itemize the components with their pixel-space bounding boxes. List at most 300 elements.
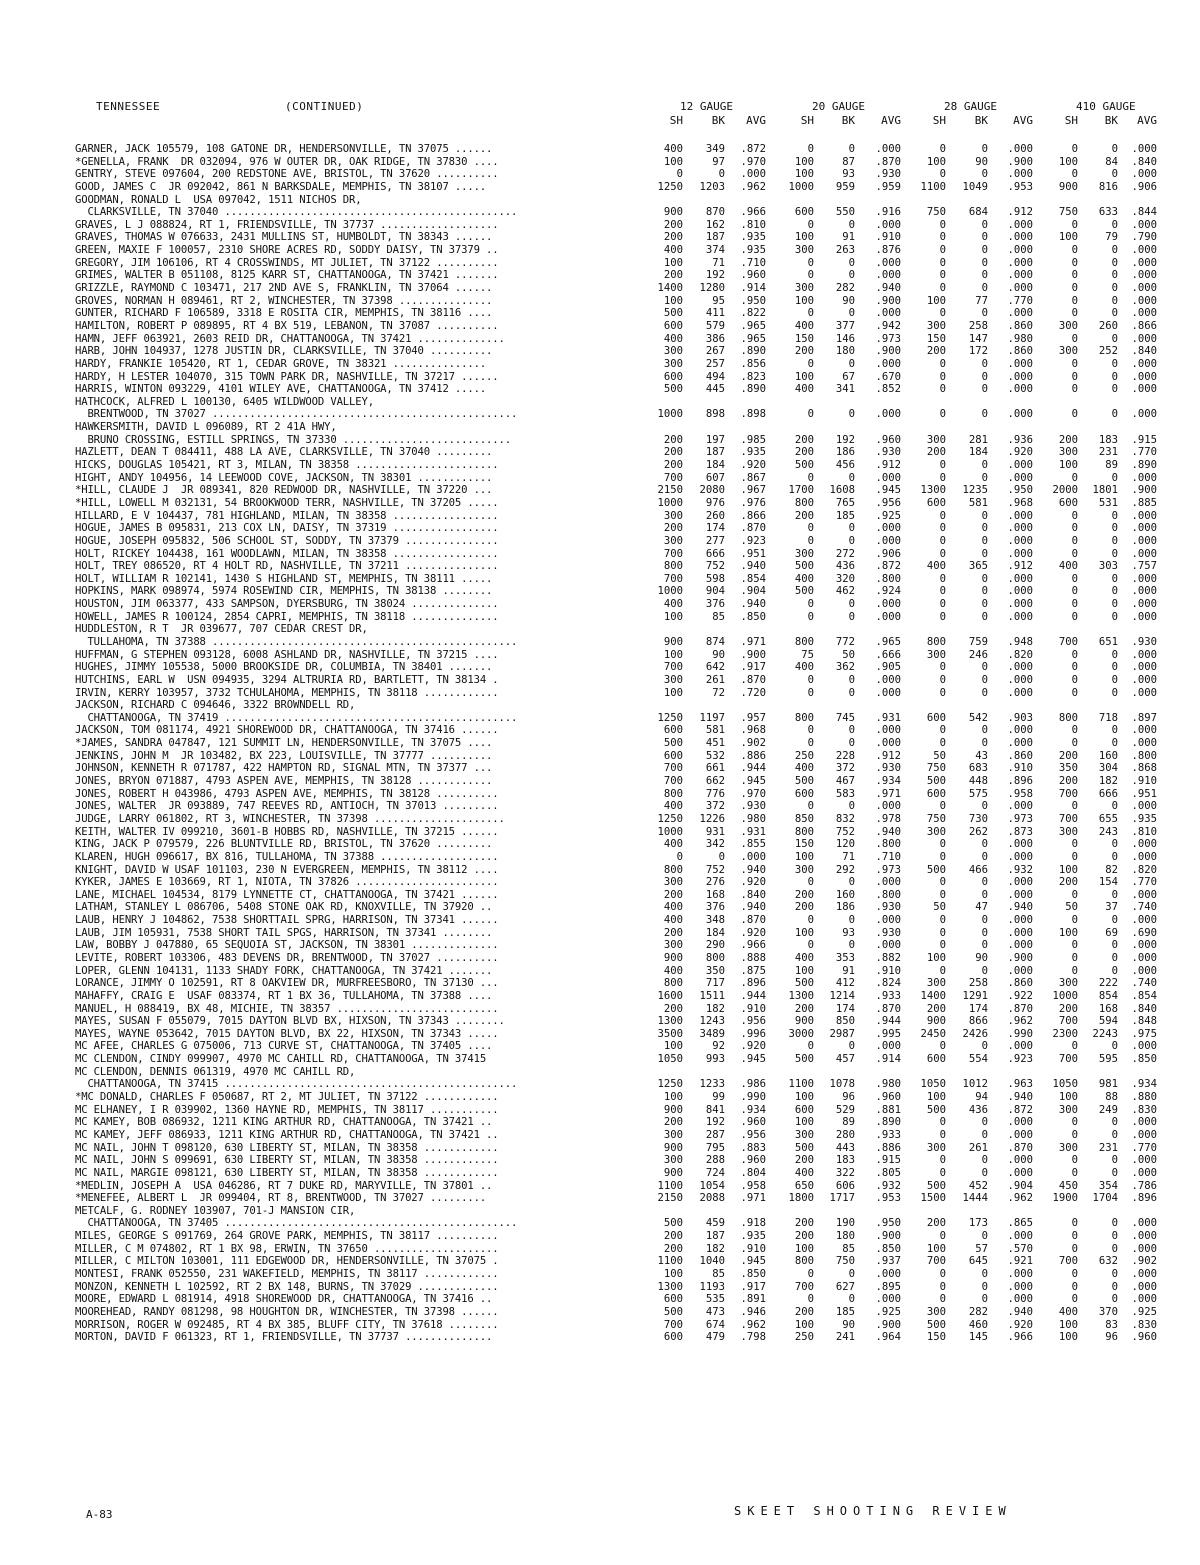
table-row <box>75 1281 1185 1294</box>
shooter-entry: MANUEL, H 088419, BX 48, MICHIE, TN 38357 .......................... <box>75 1002 499 1015</box>
score-cell: 532 <box>705 749 725 762</box>
score-cell: 0 <box>1071 914 1078 927</box>
score-cell: 0 <box>939 143 946 155</box>
table-row <box>75 1217 1185 1230</box>
score-cell: 184 <box>705 926 725 939</box>
score-cell: .670 <box>875 370 901 383</box>
score-cell: .930 <box>1131 635 1157 648</box>
column-header: BK <box>711 114 725 127</box>
score-cell: 300 <box>663 876 683 889</box>
column-header: BK <box>841 114 855 127</box>
score-cell: .000 <box>1131 661 1157 674</box>
table-row <box>75 320 1185 333</box>
score-cell: 85 <box>712 610 725 623</box>
score-cell: 594 <box>1098 1015 1118 1028</box>
score-cell: 100 <box>1058 863 1078 876</box>
shooter-entry: *HILL, CLAUDE J JR 089341, 820 REDWOOD DR, NASHVILLE, TN 37220 ... <box>75 484 493 497</box>
score-cell: .922 <box>1007 989 1033 1002</box>
score-cell: 800 <box>663 977 683 990</box>
score-cell: 85 <box>842 1242 855 1255</box>
score-cell: 0 <box>1071 218 1078 231</box>
score-cell: 0 <box>1071 294 1078 307</box>
score-cell: 457 <box>835 1053 855 1066</box>
score-cell: 353 <box>835 952 855 964</box>
score-cell: 0 <box>848 1268 855 1281</box>
table-row <box>75 522 1185 535</box>
score-cell: 95 <box>712 294 725 307</box>
score-cell: 0 <box>807 686 814 699</box>
score-cell: 200 <box>1058 1002 1078 1015</box>
score-cell: 0 <box>939 888 946 901</box>
score-cell: 0 <box>981 939 988 952</box>
table-row <box>75 990 1185 1003</box>
score-cell: .910 <box>1007 762 1033 775</box>
score-cell: .000 <box>1007 256 1033 269</box>
score-cell: 258 <box>968 977 988 990</box>
score-cell: 651 <box>1098 635 1118 648</box>
score-cell: 0 <box>1071 143 1078 155</box>
shooter-entry: HOLT, RICKEY 104438, 161 WOODLAWN, MILAN, TN 38358 ................. <box>75 547 499 560</box>
score-cell: 192 <box>705 269 725 282</box>
score-cell: .965 <box>875 635 901 648</box>
score-cell: 0 <box>1111 888 1118 901</box>
score-cell: .000 <box>1007 661 1033 674</box>
score-cell: 0 <box>1111 370 1118 383</box>
score-cell: .875 <box>740 964 766 977</box>
score-cell: .910 <box>740 1242 766 1255</box>
score-cell: .900 <box>875 1230 901 1243</box>
score-cell: 0 <box>939 370 946 383</box>
score-cell: 200 <box>794 1230 814 1243</box>
score-cell: 750 <box>1058 206 1078 219</box>
score-cell: .950 <box>875 1217 901 1230</box>
score-cell: 0 <box>981 269 988 282</box>
score-cell: .855 <box>740 838 766 851</box>
score-cell: .885 <box>1131 496 1157 509</box>
score-cell: 452 <box>968 1179 988 1192</box>
shooter-entry: LAUB, JIM 105931, 7538 SHORT TAIL SPGS, HARRISON, TN 37341 ........ <box>75 926 493 939</box>
score-cell: 700 <box>1058 1053 1078 1066</box>
score-cell: 0 <box>1111 1128 1118 1141</box>
table-row <box>75 1331 1185 1344</box>
score-cell: .900 <box>1131 484 1157 497</box>
shooter-entry: HAWKERSMITH, DAVID L 096089, RT 2 41A HWY, <box>75 421 337 434</box>
score-cell: 1717 <box>829 1192 855 1205</box>
score-cell: 182 <box>705 1242 725 1255</box>
score-cell: .962 <box>1007 1192 1033 1205</box>
score-cell: 1000 <box>657 825 683 838</box>
table-row <box>75 573 1185 586</box>
score-cell: 0 <box>1111 952 1118 964</box>
score-cell: .000 <box>875 673 901 686</box>
score-cell: .960 <box>740 269 766 282</box>
shooter-entry: MC NAIL, JOHN T 098120, 630 LIBERTY ST, MILAN, TN 38358 ............ <box>75 1141 499 1154</box>
score-cell: 267 <box>705 345 725 358</box>
score-cell: .890 <box>875 1116 901 1129</box>
shooter-entry: GUNTER, RICHARD F 106589, 3318 E ROSITA CIR, MEMPHIS, TN 38116 .... <box>75 307 493 320</box>
score-cell: .915 <box>875 1154 901 1167</box>
score-cell: 900 <box>663 952 683 964</box>
score-cell: .902 <box>740 737 766 750</box>
score-cell: .951 <box>1131 787 1157 800</box>
score-cell: .932 <box>875 1179 901 1192</box>
table-row <box>75 1230 1185 1243</box>
shooter-entry: MILLER, C M 074802, RT 1 BX 98, ERWIN, TN 37650 .................... <box>75 1242 499 1255</box>
shooter-entry: MAYES, WAYNE 053642, 7015 DAYTON BLVD, BX 22, HIXSON, TN 37343 ..... <box>75 1027 499 1040</box>
score-cell: 87 <box>842 155 855 168</box>
score-cell: .900 <box>875 294 901 307</box>
score-cell: 50 <box>842 648 855 661</box>
score-cell: 0 <box>1071 244 1078 257</box>
score-cell: 0 <box>807 143 814 155</box>
shooter-entry: *MENEFEE, ALBERT L JR 099404, RT 8, BRENTWOOD, TN 37027 ......... <box>75 1192 487 1205</box>
score-cell: 300 <box>663 534 683 547</box>
score-cell: 2300 <box>1052 1027 1078 1040</box>
table-row <box>75 510 1185 523</box>
score-cell: .000 <box>1131 939 1157 952</box>
score-cell: 750 <box>926 206 946 219</box>
score-cell: 700 <box>1058 635 1078 648</box>
score-cell: 1500 <box>920 1192 946 1205</box>
shooter-entry: MC KAMEY, JEFF 086933, 1211 KING ARTHUR RD, CHATTANOOGA, TN 37421 .. <box>75 1128 499 1141</box>
score-cell: 0 <box>939 256 946 269</box>
score-cell: .920 <box>1007 1318 1033 1331</box>
table-row <box>75 219 1185 232</box>
score-cell: 100 <box>663 1091 683 1104</box>
score-cell: 0 <box>939 661 946 674</box>
score-cell: 759 <box>968 635 988 648</box>
table-row <box>75 611 1185 624</box>
score-cell: 92 <box>712 1040 725 1053</box>
score-cell: .000 <box>1131 534 1157 547</box>
table-row <box>75 1180 1185 1193</box>
table-row <box>75 1028 1185 1041</box>
score-cell: 684 <box>968 206 988 219</box>
score-cell: 249 <box>1098 1103 1118 1116</box>
score-cell: 1704 <box>1092 1192 1118 1205</box>
score-cell: 1608 <box>829 484 855 497</box>
score-cell: 90 <box>975 155 988 168</box>
table-row <box>75 762 1185 775</box>
score-cell: 832 <box>835 812 855 825</box>
score-cell: .996 <box>740 1027 766 1040</box>
table-row <box>75 901 1185 914</box>
score-cell: .000 <box>1131 610 1157 623</box>
score-cell: 0 <box>981 244 988 257</box>
score-cell: 79 <box>1105 231 1118 244</box>
score-cell: 900 <box>663 1103 683 1116</box>
score-cell: 100 <box>794 231 814 244</box>
score-cell: .805 <box>875 1166 901 1179</box>
score-cell: 1050 <box>1052 1078 1078 1091</box>
score-cell: .850 <box>740 1268 766 1281</box>
score-cell: .900 <box>875 1318 901 1331</box>
table-row <box>75 408 1185 421</box>
table-row <box>75 383 1185 396</box>
score-cell: .905 <box>875 661 901 674</box>
score-cell: 100 <box>794 964 814 977</box>
score-cell: 683 <box>968 762 988 775</box>
table-row <box>75 497 1185 510</box>
score-cell: 0 <box>939 585 946 598</box>
score-cell: .870 <box>875 155 901 168</box>
score-cell: .990 <box>740 1091 766 1104</box>
score-cell: 581 <box>705 724 725 737</box>
score-cell: 350 <box>1058 762 1078 775</box>
score-cell: 300 <box>926 977 946 990</box>
score-cell: 200 <box>926 1217 946 1230</box>
score-cell: 200 <box>794 1217 814 1230</box>
score-cell: 90 <box>842 294 855 307</box>
score-cell: 100 <box>794 294 814 307</box>
score-cell: 372 <box>835 762 855 775</box>
score-cell: 0 <box>981 585 988 598</box>
score-cell: 300 <box>794 547 814 560</box>
table-row <box>75 1319 1185 1332</box>
score-cell: 700 <box>663 775 683 788</box>
score-cell: 0 <box>1111 610 1118 623</box>
score-cell: 0 <box>1111 724 1118 737</box>
score-cell: 258 <box>968 319 988 332</box>
score-cell: 377 <box>835 319 855 332</box>
score-cell: 262 <box>968 825 988 838</box>
score-cell: 0 <box>981 459 988 472</box>
score-cell: 277 <box>705 534 725 547</box>
score-cell: 448 <box>968 775 988 788</box>
score-cell: .950 <box>740 294 766 307</box>
score-cell: 71 <box>712 256 725 269</box>
score-cell: .886 <box>740 749 766 762</box>
score-cell: 0 <box>939 1040 946 1053</box>
shooter-entry: LEVITE, ROBERT 103306, 483 DEVENS DR, BRENTWOOD, TN 37027 .......... <box>75 952 499 964</box>
table-row <box>75 1015 1185 1028</box>
score-cell: 0 <box>981 522 988 535</box>
score-cell: 0 <box>981 383 988 396</box>
score-cell: .903 <box>1007 711 1033 724</box>
shooter-entry: BRUNO CROSSING, ESTILL SPRINGS, TN 37330 ........................... <box>75 433 511 446</box>
table-row <box>75 914 1185 927</box>
score-cell: .930 <box>875 901 901 914</box>
score-cell: .770 <box>1131 876 1157 889</box>
score-cell: .940 <box>1007 1305 1033 1318</box>
score-cell: .000 <box>1007 244 1033 257</box>
score-cell: .963 <box>1007 1078 1033 1091</box>
score-cell: .950 <box>1007 484 1033 497</box>
score-cell: 174 <box>705 522 725 535</box>
score-cell: 0 <box>981 370 988 383</box>
score-cell: 1400 <box>657 282 683 295</box>
score-cell: 400 <box>794 1166 814 1179</box>
score-cell: 745 <box>835 711 855 724</box>
score-cell: .935 <box>740 1230 766 1243</box>
publication-title: SKEET SHOOTING REVIEW <box>734 1504 1012 1518</box>
score-cell: .958 <box>1007 787 1033 800</box>
score-cell: 0 <box>807 256 814 269</box>
score-cell: 750 <box>926 762 946 775</box>
score-cell: .000 <box>1007 370 1033 383</box>
score-cell: 0 <box>1071 534 1078 547</box>
score-cell: 168 <box>705 888 725 901</box>
score-cell: .870 <box>740 914 766 927</box>
score-cell: 500 <box>794 585 814 598</box>
shooter-entry: HAMILTON, ROBERT P 089895, RT 4 BX 519, LEBANON, TN 37087 .......... <box>75 319 499 332</box>
score-cell: .891 <box>740 1293 766 1306</box>
score-cell: 0 <box>1071 1116 1078 1129</box>
score-cell: .852 <box>875 383 901 396</box>
score-cell: 0 <box>1071 357 1078 370</box>
score-cell: 0 <box>1071 256 1078 269</box>
table-row <box>75 952 1185 965</box>
score-cell: .900 <box>1007 155 1033 168</box>
score-cell: .000 <box>1007 459 1033 472</box>
table-row <box>75 168 1185 181</box>
score-cell: .000 <box>875 218 901 231</box>
score-cell: 400 <box>663 914 683 927</box>
score-cell: 100 <box>1058 459 1078 472</box>
table-row <box>75 826 1185 839</box>
score-cell: 772 <box>835 635 855 648</box>
score-cell: .956 <box>740 1015 766 1028</box>
score-cell: 600 <box>663 319 683 332</box>
gauge-heading: 20 GAUGE <box>812 100 865 113</box>
score-cell: .940 <box>875 282 901 295</box>
score-cell: .820 <box>1131 863 1157 876</box>
score-cell: .854 <box>740 572 766 585</box>
score-cell: 500 <box>663 737 683 750</box>
shooter-entry: HOUSTON, JIM 063377, 433 SAMPSON, DYERSBURG, TN 38024 .............. <box>75 598 499 611</box>
score-cell: .940 <box>1007 901 1033 914</box>
table-row <box>75 181 1185 194</box>
score-cell: .966 <box>740 939 766 952</box>
score-cell: 450 <box>1058 1179 1078 1192</box>
score-cell: .000 <box>1007 572 1033 585</box>
score-cell: .000 <box>1007 838 1033 851</box>
score-cell: .000 <box>1131 737 1157 750</box>
table-row <box>75 775 1185 788</box>
score-cell: 0 <box>1111 1242 1118 1255</box>
score-cell: 150 <box>794 838 814 851</box>
score-cell: 655 <box>1098 812 1118 825</box>
score-cell: 2426 <box>962 1027 988 1040</box>
score-cell: 0 <box>848 471 855 484</box>
score-cell: .898 <box>740 408 766 421</box>
score-cell: .895 <box>875 1280 901 1293</box>
score-cell: 0 <box>1071 964 1078 977</box>
score-cell: 0 <box>981 1280 988 1293</box>
score-cell: 0 <box>981 610 988 623</box>
shooter-entry: LANE, MICHAEL 104534, 8179 LYNNETTE CT, CHATTANOOGA, TN 37421 ...... <box>75 888 499 901</box>
score-cell: 0 <box>939 724 946 737</box>
state-heading: TENNESSEE <box>96 100 161 113</box>
score-cell: 200 <box>794 1305 814 1318</box>
table-row <box>75 636 1185 649</box>
score-cell: 650 <box>794 1179 814 1192</box>
table-row <box>75 194 1185 207</box>
table-row <box>75 649 1185 662</box>
score-cell: 150 <box>926 1331 946 1344</box>
score-cell: 0 <box>1071 800 1078 813</box>
score-cell: 200 <box>663 269 683 282</box>
score-cell: .810 <box>1131 825 1157 838</box>
score-cell: 1100 <box>657 1255 683 1268</box>
table-row <box>75 459 1185 472</box>
score-cell: 0 <box>1071 850 1078 863</box>
table-row <box>75 244 1185 257</box>
score-cell: 281 <box>968 433 988 446</box>
score-cell: 1000 <box>657 408 683 421</box>
score-cell: .945 <box>875 484 901 497</box>
score-cell: 300 <box>1058 345 1078 358</box>
shooter-entry: GARNER, JACK 105579, 108 GATONE DR, HENDERSONVILLE, TN 37075 ...... <box>75 143 493 155</box>
score-cell: 0 <box>848 522 855 535</box>
score-cell: .798 <box>740 1331 766 1344</box>
score-cell: 362 <box>835 661 855 674</box>
score-cell: 288 <box>705 1154 725 1167</box>
table-row <box>75 282 1185 295</box>
score-cell: 1511 <box>699 989 725 1002</box>
shooter-entry: JOHNSON, KENNETH R 071787, 422 HAMPTON RD, SIGNAL MTN, TN 37377 ... <box>75 762 493 775</box>
score-cell: .000 <box>1131 572 1157 585</box>
score-cell: .933 <box>875 989 901 1002</box>
score-cell: 800 <box>705 952 725 964</box>
score-cell: .906 <box>875 547 901 560</box>
score-cell: .820 <box>1007 648 1033 661</box>
score-cell: 222 <box>1098 977 1118 990</box>
score-cell: 795 <box>705 1141 725 1154</box>
score-cell: .975 <box>1131 1027 1157 1040</box>
score-cell: .757 <box>1131 560 1157 573</box>
score-cell: 57 <box>975 1242 988 1255</box>
score-cell: 0 <box>1071 471 1078 484</box>
table-row <box>75 1167 1185 1180</box>
score-cell: .000 <box>1007 926 1033 939</box>
score-cell: 1000 <box>657 585 683 598</box>
score-cell: 300 <box>926 433 946 446</box>
score-cell: 322 <box>835 1166 855 1179</box>
score-cell: .000 <box>1007 876 1033 889</box>
score-cell: 666 <box>1098 787 1118 800</box>
score-cell: .000 <box>875 534 901 547</box>
score-cell: .000 <box>1007 610 1033 623</box>
score-cell: 666 <box>705 547 725 560</box>
shooter-entry: *JAMES, SANDRA 047847, 121 SUMMIT LN, HENDERSONVILLE, TN 37075 .... <box>75 737 493 750</box>
score-cell: .000 <box>1131 1128 1157 1141</box>
score-cell: .860 <box>1007 977 1033 990</box>
score-cell: 200 <box>663 888 683 901</box>
score-cell: 47 <box>975 901 988 914</box>
score-cell: .870 <box>1007 1141 1033 1154</box>
score-cell: 500 <box>794 1053 814 1066</box>
score-cell: .000 <box>1007 673 1033 686</box>
score-cell: .000 <box>740 850 766 863</box>
score-cell: 300 <box>926 648 946 661</box>
score-cell: 2088 <box>699 1192 725 1205</box>
score-cell: 200 <box>663 1230 683 1243</box>
score-cell: 0 <box>1111 1166 1118 1179</box>
score-cell: .000 <box>1007 231 1033 244</box>
score-cell: 0 <box>939 1116 946 1129</box>
score-cell: .867 <box>740 471 766 484</box>
score-cell: 800 <box>663 787 683 800</box>
score-cell: 0 <box>807 598 814 611</box>
score-cell: 1049 <box>962 180 988 193</box>
score-cell: 459 <box>705 1217 725 1230</box>
score-cell: 800 <box>663 863 683 876</box>
score-cell: .865 <box>1007 1217 1033 1230</box>
score-cell: 752 <box>705 560 725 573</box>
score-cell: 0 <box>1111 332 1118 345</box>
score-cell: 500 <box>794 977 814 990</box>
